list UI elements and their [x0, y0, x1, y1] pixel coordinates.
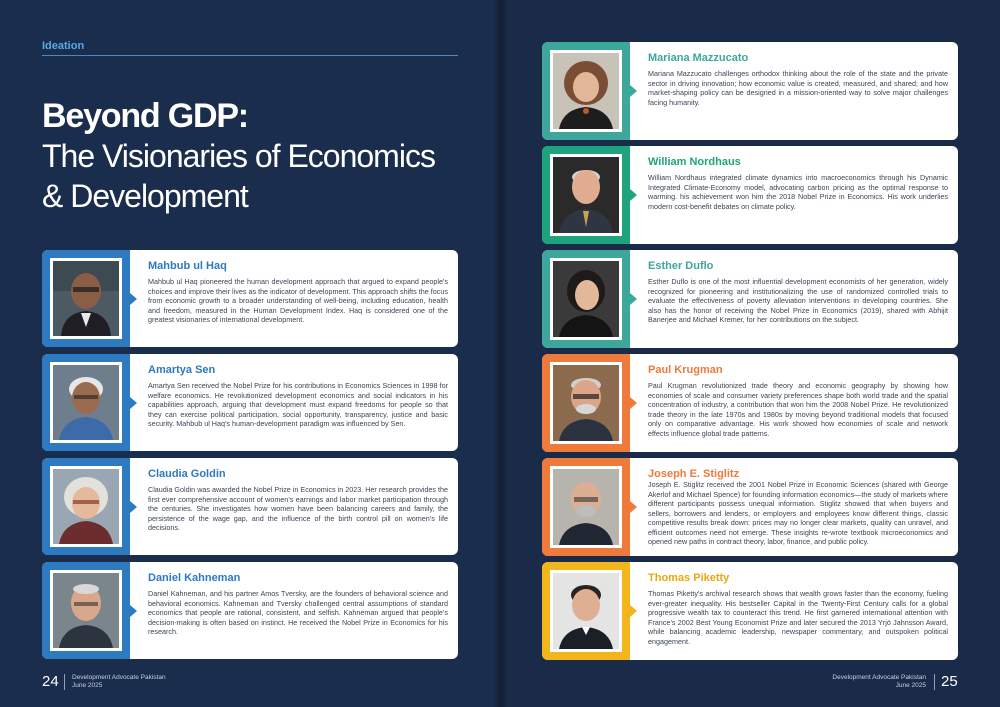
footer-divider	[64, 674, 65, 690]
section-rule	[42, 55, 458, 56]
portrait-photo	[553, 157, 619, 233]
profile-card-piketty	[542, 562, 958, 660]
person-name: Mariana Mazzucato	[648, 52, 749, 64]
person-bio: Esther Duflo is one of the most influential development economists of her generation, widely recognized for pioneering and institutionalizing the use of randomized controlled trials to evaluate the effectiveness of poverty alleviation interventions in developing countries. She also has the honor of receiving the Nobel Prize in Economics (2019), shared with Abhijit Banerjee and Michael Kremer, for her contributions on the subject.	[648, 277, 948, 324]
portrait-photo	[53, 469, 119, 544]
title-line-3: & Development	[42, 178, 248, 214]
portrait-photo	[553, 53, 619, 129]
profile-card-sen	[42, 354, 458, 451]
person-name: Mahbub ul Haq	[148, 260, 227, 272]
publication-name: Development Advocate Pakistan	[72, 674, 166, 681]
page-number-left: 24	[42, 673, 59, 690]
publication-date: June 2025	[895, 682, 926, 689]
profile-card-duflo	[542, 250, 958, 348]
profile-card-mazzucato	[542, 42, 958, 140]
person-bio: Daniel Kahneman, and his partner Amos Tversky, are the founders of behavioral science and behavioral economics. Kahneman and Tversky challenged central assumptions of standard economics that people are rational, consistent, and selfish. Kahneman argued that people’s decision-making is often based on instinct. He received the Nobel Prize in Economics for his research.	[148, 589, 448, 636]
publication-date: June 2025	[72, 682, 103, 689]
footer-divider	[934, 674, 935, 690]
portrait-photo	[53, 573, 119, 648]
person-name: Amartya Sen	[148, 364, 216, 376]
portrait-photo	[53, 365, 119, 440]
person-name: William Nordhaus	[648, 156, 741, 168]
title-line-2: The Visionaries of Economics	[42, 138, 435, 174]
person-bio: Paul Krugman revolutionized trade theory and economic geography by showing how economies of scale and consumer variety preferences shape both world trade and the spatial concentration of industry, a contribution that won him the 2008 Nobel Prize. He revolutionized trade theory in the late 1970s and 1980s by moving beyond traditional models that focused only on comparative advantage. His work showed how economies of scale and network effects influence global trade patterns.	[648, 381, 948, 438]
person-bio: Claudia Goldin was awarded the Nobel Prize in Economics in 2023. Her research provides the first ever comprehensive account of women’s earnings and labor market participation through the centuries. She investigates how women have been balancing careers and family, the persistence of the wage gap, and the influence of the birth control pill on women’s life decisions.	[148, 485, 448, 532]
person-name: Esther Duflo	[648, 260, 714, 272]
person-bio: Amartya Sen received the Nobel Prize for his contributions in Economics Sciences in 1998 for welfare economics. He revolutionized development economics and social indicators in his capabilities approach, arguing that development must expand freedoms for people so that they can exercise political participation, social opportunity, transparency, justice and basic security. Mahbub ul Haq’s human-development paradigm was influenced by Sen.	[148, 381, 448, 428]
page-number-right: 25	[941, 673, 958, 690]
publication-name: Development Advocate Pakistan	[832, 674, 926, 681]
person-bio: Mariana Mazzucato challenges orthodox thinking about the role of the state and the private sector in driving innovation; how economic value is created, measured, and shared; and how market-shaping policy can be designed in a mission-oriented way to solve major challenges facing humanity.	[648, 69, 948, 107]
person-name: Claudia Goldin	[148, 468, 226, 480]
page-gutter	[494, 0, 508, 707]
profile-card-haq	[42, 250, 458, 347]
person-bio: Thomas Piketty’s archival research shows that wealth grows faster than the economy, fueling ever-greater inequality. His bestseller Capital in the Twenty-First Century calls for a global progressive wealth tax to counteract this trend. He first garnered international attention with France’s 2002 Best Young Economist Prize and later secured the 2013 Yrjö Jahnsson Award, while balancing academic leadership, newspaper commentary, and outspoken political engagement.	[648, 589, 948, 646]
portrait-photo	[53, 261, 119, 336]
footer-publication-right	[832, 674, 926, 690]
portrait-photo	[553, 261, 619, 337]
person-bio: Joseph E. Stiglitz received the 2001 Nobel Prize in Economic Sciences (shared with George Akerlof and Michael Spence) for founding information economics—the study of markets where different participants possess unequal information. Stiglitz showed that when buyers and sellers, borrowers and lenders, or employers and employees know different things, classic competitive results break down: prices may no longer clear markets, quality can unravel, and efficient outcomes need not emerge. These insights re-wrote textbook microeconomics and opened new paths in contract theory, labor, finance, and public policy.	[648, 480, 948, 546]
footer-publication-left	[72, 674, 166, 690]
profile-card-krugman	[542, 354, 958, 452]
person-name: Thomas Piketty	[648, 572, 730, 584]
section-label: Ideation	[42, 40, 85, 52]
profile-card-goldin	[42, 458, 458, 555]
profile-card-kahneman	[42, 562, 458, 659]
person-name: Daniel Kahneman	[148, 572, 241, 584]
profile-card-stiglitz	[542, 458, 958, 556]
person-bio: Mahbub ul Haq pioneered the human development approach that argued to expand people’s choices and improve their lives as the indicator of development. This approach shifts the focus from economic growth to a broader understanding of well-being, including education, health and freedom, measured in the Human Development Index. Haq is considered one of the greatest visionaries of international development.	[148, 277, 448, 324]
portrait-photo	[553, 469, 619, 545]
profile-card-nordhaus	[542, 146, 958, 244]
portrait-photo	[553, 573, 619, 649]
person-name: Joseph E. Stiglitz	[648, 468, 740, 480]
person-name: Paul Krugman	[648, 364, 723, 376]
person-bio: William Nordhaus integrated climate dynamics into macroeconomics through his Dynamic Integrated Climate-Economy model, advocating carbon pricing as the optimal response to warming. his achievement won him the 2018 Nobel Prize in Economics. His work underlies modern cost-benefit debates on climate policy.	[648, 173, 948, 211]
title-line-1: Beyond GDP:	[42, 97, 248, 135]
portrait-photo	[553, 365, 619, 441]
page-title	[42, 96, 482, 216]
